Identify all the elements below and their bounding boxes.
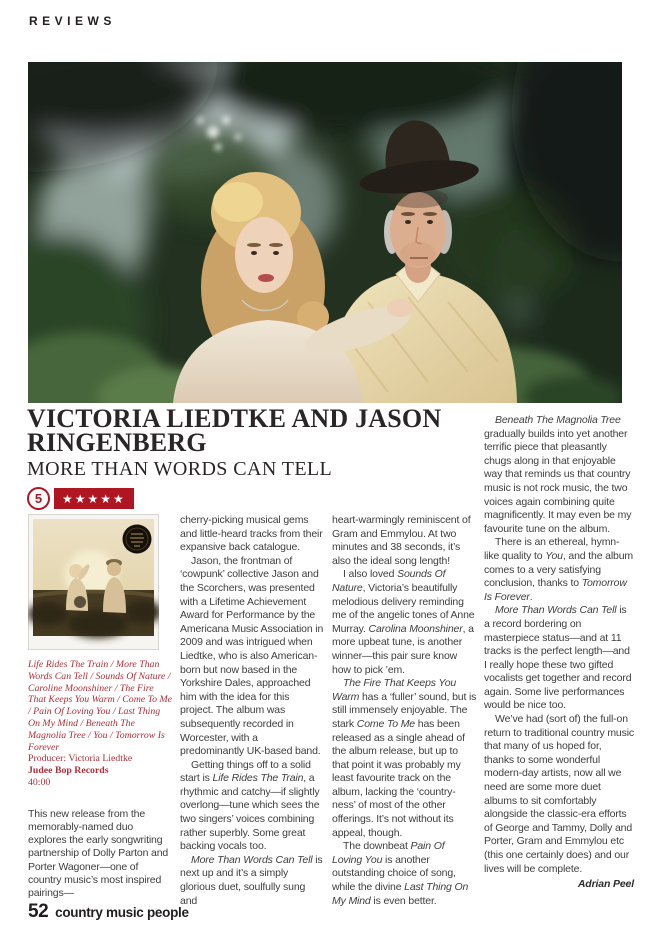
producer-credit: Producer: Victoria Liedtke — [28, 753, 133, 765]
column-3 — [332, 514, 477, 908]
tracklist: Life Rides The Train / More Than Words Can Tell / Sounds Of Nature / Caroline Moonshiner / The Fire That Keeps You Warm / Come To Me / Pain Of Loving You / Last Thing On My Mind / Beneath The Magnolia Tree / You / Tomorrow Is Forever — [28, 659, 172, 753]
paragraph: There is an ethereal, hymn-like quality to You, and the album comes to a very satisfying conclusion, thanks to Tomorrow Is Forever. — [484, 536, 634, 603]
paragraph: We’ve had (sort of) the full-on return to traditional country music that many of us hoped for, thanks to some wonderful modern-day artists, now all we need are some more duet albums to sit comfortably alongside the classic-era efforts of George and Tammy, Dolly and Porter, Gram and Emmylou etc (this one certainly does) and our lives will be complete. — [484, 713, 634, 875]
title-block — [27, 404, 482, 510]
page-number: 52 — [28, 901, 49, 922]
hero-photo — [28, 62, 622, 403]
paragraph: Jason, the frontman of ‘cowpunk’ collective Jason and the Scorchers, was presented with a Lifetime Achievement Award for Performance by the Americana Music Association in 2009 and was intrigued when Liedtke, who is also American-born but now based in the Yorkshire Dales, approached him with the idea for this project. The album was subsequently recorded in Worcester, with a predominantly UK-based band. — [180, 554, 324, 758]
column-1 — [28, 514, 172, 900]
paragraph: I also loved Sounds Of Nature, Victoria’s beautifully melodious delivery reminding me of the angelic tones of Anne Murray. Carolina Moonshiner, a more upbeat tune, is another winner—this pair sure know how to pick ’em. — [332, 568, 475, 676]
rating-badge — [27, 487, 482, 510]
album-cover-art — [28, 514, 159, 650]
paragraph: More Than Words Can Tell is a record bordering on masterpiece status—and at 11 tracks is the perfect length—and I really hope these two gifted vocalists get together and record again. Some live performances would be nice too. — [484, 604, 632, 712]
paragraph: The Fire That Keeps You Warm has a ‘fuller’ sound, but is still immensely enjoyable. The stark Come To Me has been released as a single ahead of the album release, but up to that point it was probably my least favourite track on the album, lacking the ‘country-ness’ of most of the other offerings. It’s not without its appeal, though. — [332, 677, 477, 839]
paragraph: More Than Words Can Tell is next up and it’s a simply glorious duet, soulfully sung and — [180, 853, 323, 907]
hero-photo-illustration — [28, 62, 622, 403]
cover-sticker — [123, 525, 152, 554]
album-cover-illustration — [28, 514, 159, 650]
paragraph: Beneath The Magnolia Tree gradually builds into yet another terrific piece that pleasantly chugs along in that enjoyable way that reminds us that country music is not rock music, the two voices again combining quite magnificently. It may even be my favourite tune on the album. — [484, 414, 632, 535]
star-rating: ★★★★★ — [54, 488, 134, 509]
paragraph: The downbeat Pain Of Loving You is another outstanding choice of song, while the divine Last Thing On My Mind is even better. — [332, 840, 469, 907]
paragraph: heart-warmingly reminiscent of Gram and Emmylou. At two minutes and 38 seconds, it’s also the ideal song length! — [332, 514, 471, 567]
record-label: Judee Bop Records — [28, 765, 109, 777]
score-circle: 5 — [27, 487, 50, 510]
magazine-name: country music people — [55, 905, 189, 920]
page-footer — [28, 901, 189, 923]
album-title: MORE THAN WORDS CAN TELL — [27, 458, 333, 480]
intro-paragraph: This new release from the memorably-named duo explores the early songwriting partnership of Dolly Parton and Porter Wagoner—one of country music’s most inspired pairings— — [28, 807, 169, 899]
section-label: REVIEWS — [29, 14, 116, 28]
column-4 — [484, 414, 634, 892]
album-duration: 40:00 — [28, 776, 51, 788]
column-2 — [180, 514, 324, 908]
paragraph: cherry-picking musical gems and little-heard tracks from their expansive back catalogue. — [180, 514, 323, 554]
paragraph: Getting things off to a solid start is Life Rides The Train, a rhythmic and catchy—if slightly overlong—tune which sees the two singers’ voices combining rather superbly. Some great backing vocals too. — [180, 758, 320, 853]
artist-title: VICTORIA LIEDTKE AND JASON RINGENBERG — [27, 404, 442, 457]
reviewer-byline: Adrian Peel — [577, 878, 634, 891]
